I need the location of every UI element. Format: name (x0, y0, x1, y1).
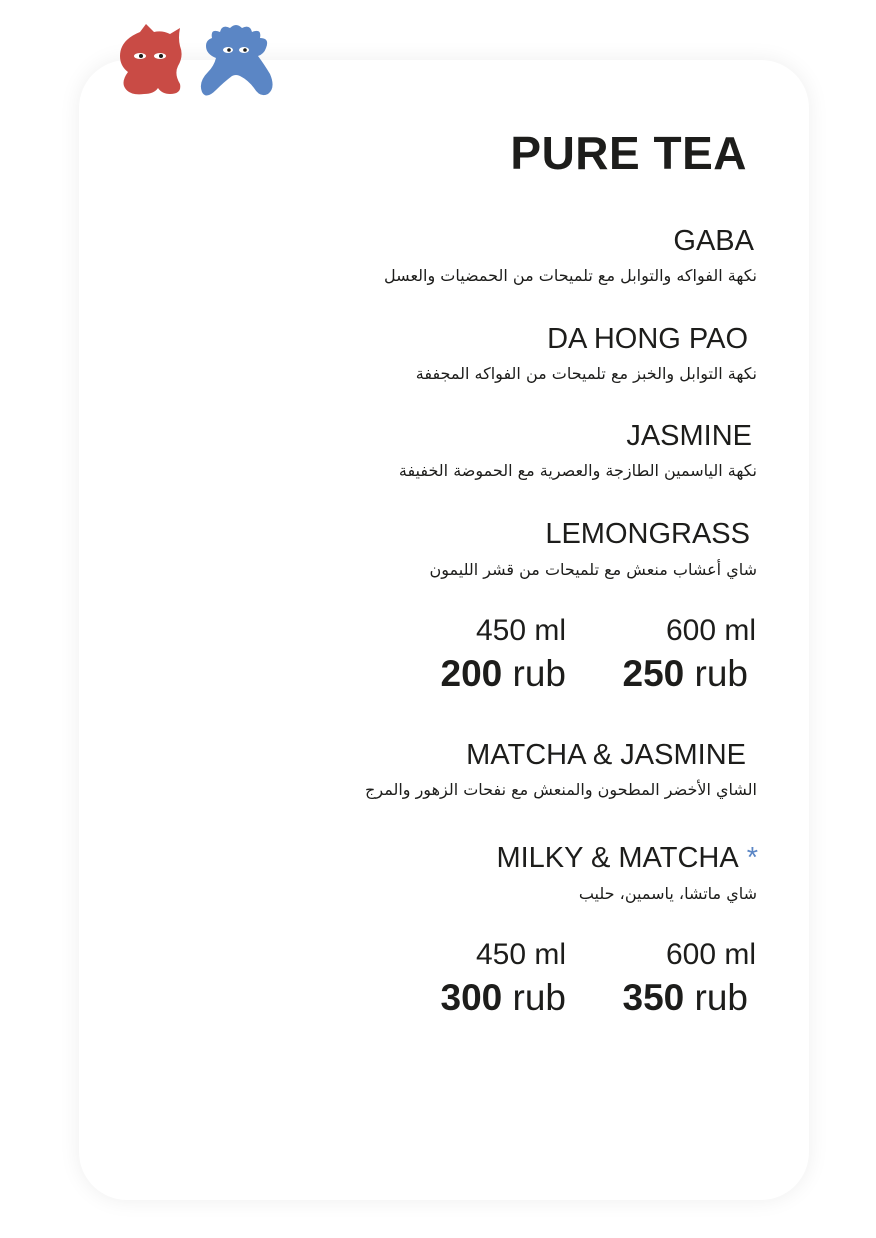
item-name-matcha-jasmine: MATCHA & JASMINE (466, 739, 746, 771)
size-volume-large-2: 600 ml (665, 938, 756, 971)
item-desc-gaba: نكهة الفواكه والتوابل مع تلميحات من الحمضيات والعسل (384, 266, 757, 285)
blue-mascot-icon (198, 24, 274, 98)
item-name-lemongrass: LEMONGRASS (545, 518, 750, 550)
size-volume-large: 600 ml (665, 614, 756, 647)
price-large-2 (623, 978, 749, 1019)
red-mascot-icon (116, 22, 186, 98)
item-name-da-hong-pao: DA HONG PAO (547, 323, 748, 355)
price-large (623, 654, 749, 695)
item-name-milky-matcha (496, 843, 758, 875)
price-small-2-currency: rub (512, 977, 566, 1018)
item-name-milky-matcha-label: MILKY & MATCHA (496, 842, 739, 874)
price-small (441, 654, 567, 695)
size-volume-small-2: 450 ml (475, 938, 566, 971)
item-desc-milky-matcha: شاي ماتشا، ياسمين، حليب (578, 884, 757, 903)
item-desc-matcha-jasmine: الشاي الأخضر المطحون والمنعش مع نفحات الزهور والمرج (365, 780, 757, 799)
price-large-value: 250 (622, 653, 685, 694)
price-small-value: 200 (440, 653, 503, 694)
asterisk-mark: * (746, 842, 758, 874)
price-small-2-value: 300 (440, 977, 503, 1018)
item-desc-jasmine: نكهة الياسمين الطازجة والعصرية مع الحموضة الخفيفة (398, 461, 757, 480)
price-large-2-currency: rub (694, 977, 748, 1018)
page-title: PURE TEA (510, 127, 747, 179)
item-name-jasmine: JASMINE (626, 420, 752, 452)
item-desc-da-hong-pao: نكهة التوابل والخبز مع تلميحات من الفواكه المجففة (415, 364, 757, 383)
price-small-currency: rub (512, 653, 566, 694)
item-desc-lemongrass: شاي أعشاب منعش مع تلميحات من قشر الليمون (429, 560, 757, 579)
price-large-currency: rub (694, 653, 748, 694)
price-large-2-value: 350 (622, 977, 685, 1018)
size-volume-small: 450 ml (475, 614, 566, 647)
item-name-gaba: GABA (673, 225, 754, 257)
price-small-2 (441, 978, 567, 1019)
